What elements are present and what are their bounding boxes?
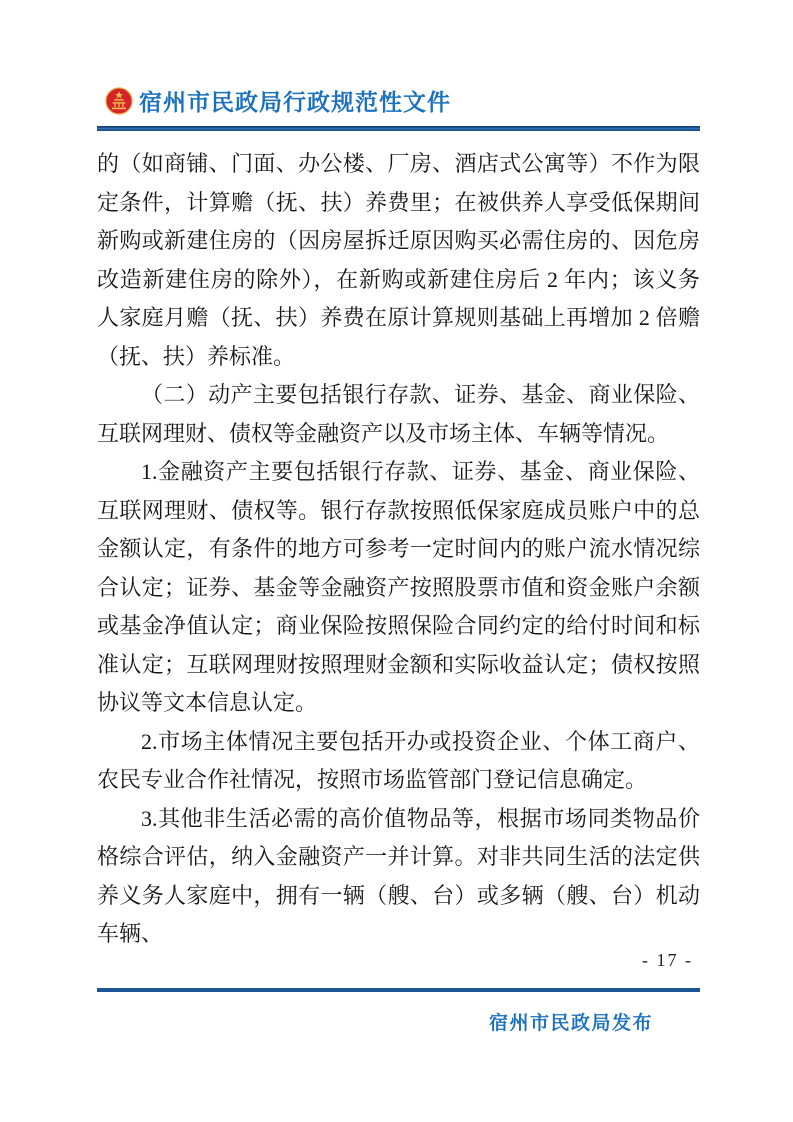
page-number: - 17 - xyxy=(642,950,693,970)
publisher-label: 宿州市民政局发布 xyxy=(488,1013,653,1034)
document-body xyxy=(97,145,700,954)
paragraph: 3.其他非生活必需的高价值物品等，根据市场同类物品价格综合评估，纳入金融资产一并计算。对非共同生活的法定供养义务人家庭中，拥有一辆（艘、台）或多辆（艘、台）机动车辆、 xyxy=(97,805,700,946)
national-emblem-icon xyxy=(105,87,133,115)
paragraph: 的（如商铺、门面、办公楼、厂房、酒店式公寓等）不作为限定条件，计算赡（抚、扶）养费里；在被供养人享受低保期间新购或新建住房的（因房屋拆迁原因购买必需住房的、因危房改造新建住房的除外），在新购或新建住房后 2 年内；该义务人家庭月赡（抚、扶）养费在原计算规则基础上再增加 2 倍赡（抚、扶）养标准。 xyxy=(97,151,700,369)
paragraph: 2.市场主体情况主要包括开办或投资企业、个体工商户、农民专业合作社情况，按照市场监管部门登记信息确定。 xyxy=(97,728,700,792)
paragraph: 1.金融资产主要包括银行存款、证券、基金、商业保险、互联网理财、债权等。银行存款按照低保家庭成员账户中的总金额认定，有条件的地方可参考一定时间内的账户流水情况综合认定；证券、基金等金融资产按照股票市值和资金账户余额或基金净值认定；商业保险按照保险合同约定的给付时间和标准认定；互联网理财按照理财金额和实际收益认定；债权按照协议等文本信息认定。 xyxy=(97,459,700,715)
document-header xyxy=(105,84,451,117)
header-divider xyxy=(97,126,700,131)
paragraph: （二）动产主要包括银行存款、证券、基金、商业保险、互联网理财、债权等金融资产以及市场主体、车辆等情况。 xyxy=(97,382,700,446)
footer-divider xyxy=(97,988,700,992)
document-header-title: 宿州市民政局行政规范性文件 xyxy=(139,89,451,115)
